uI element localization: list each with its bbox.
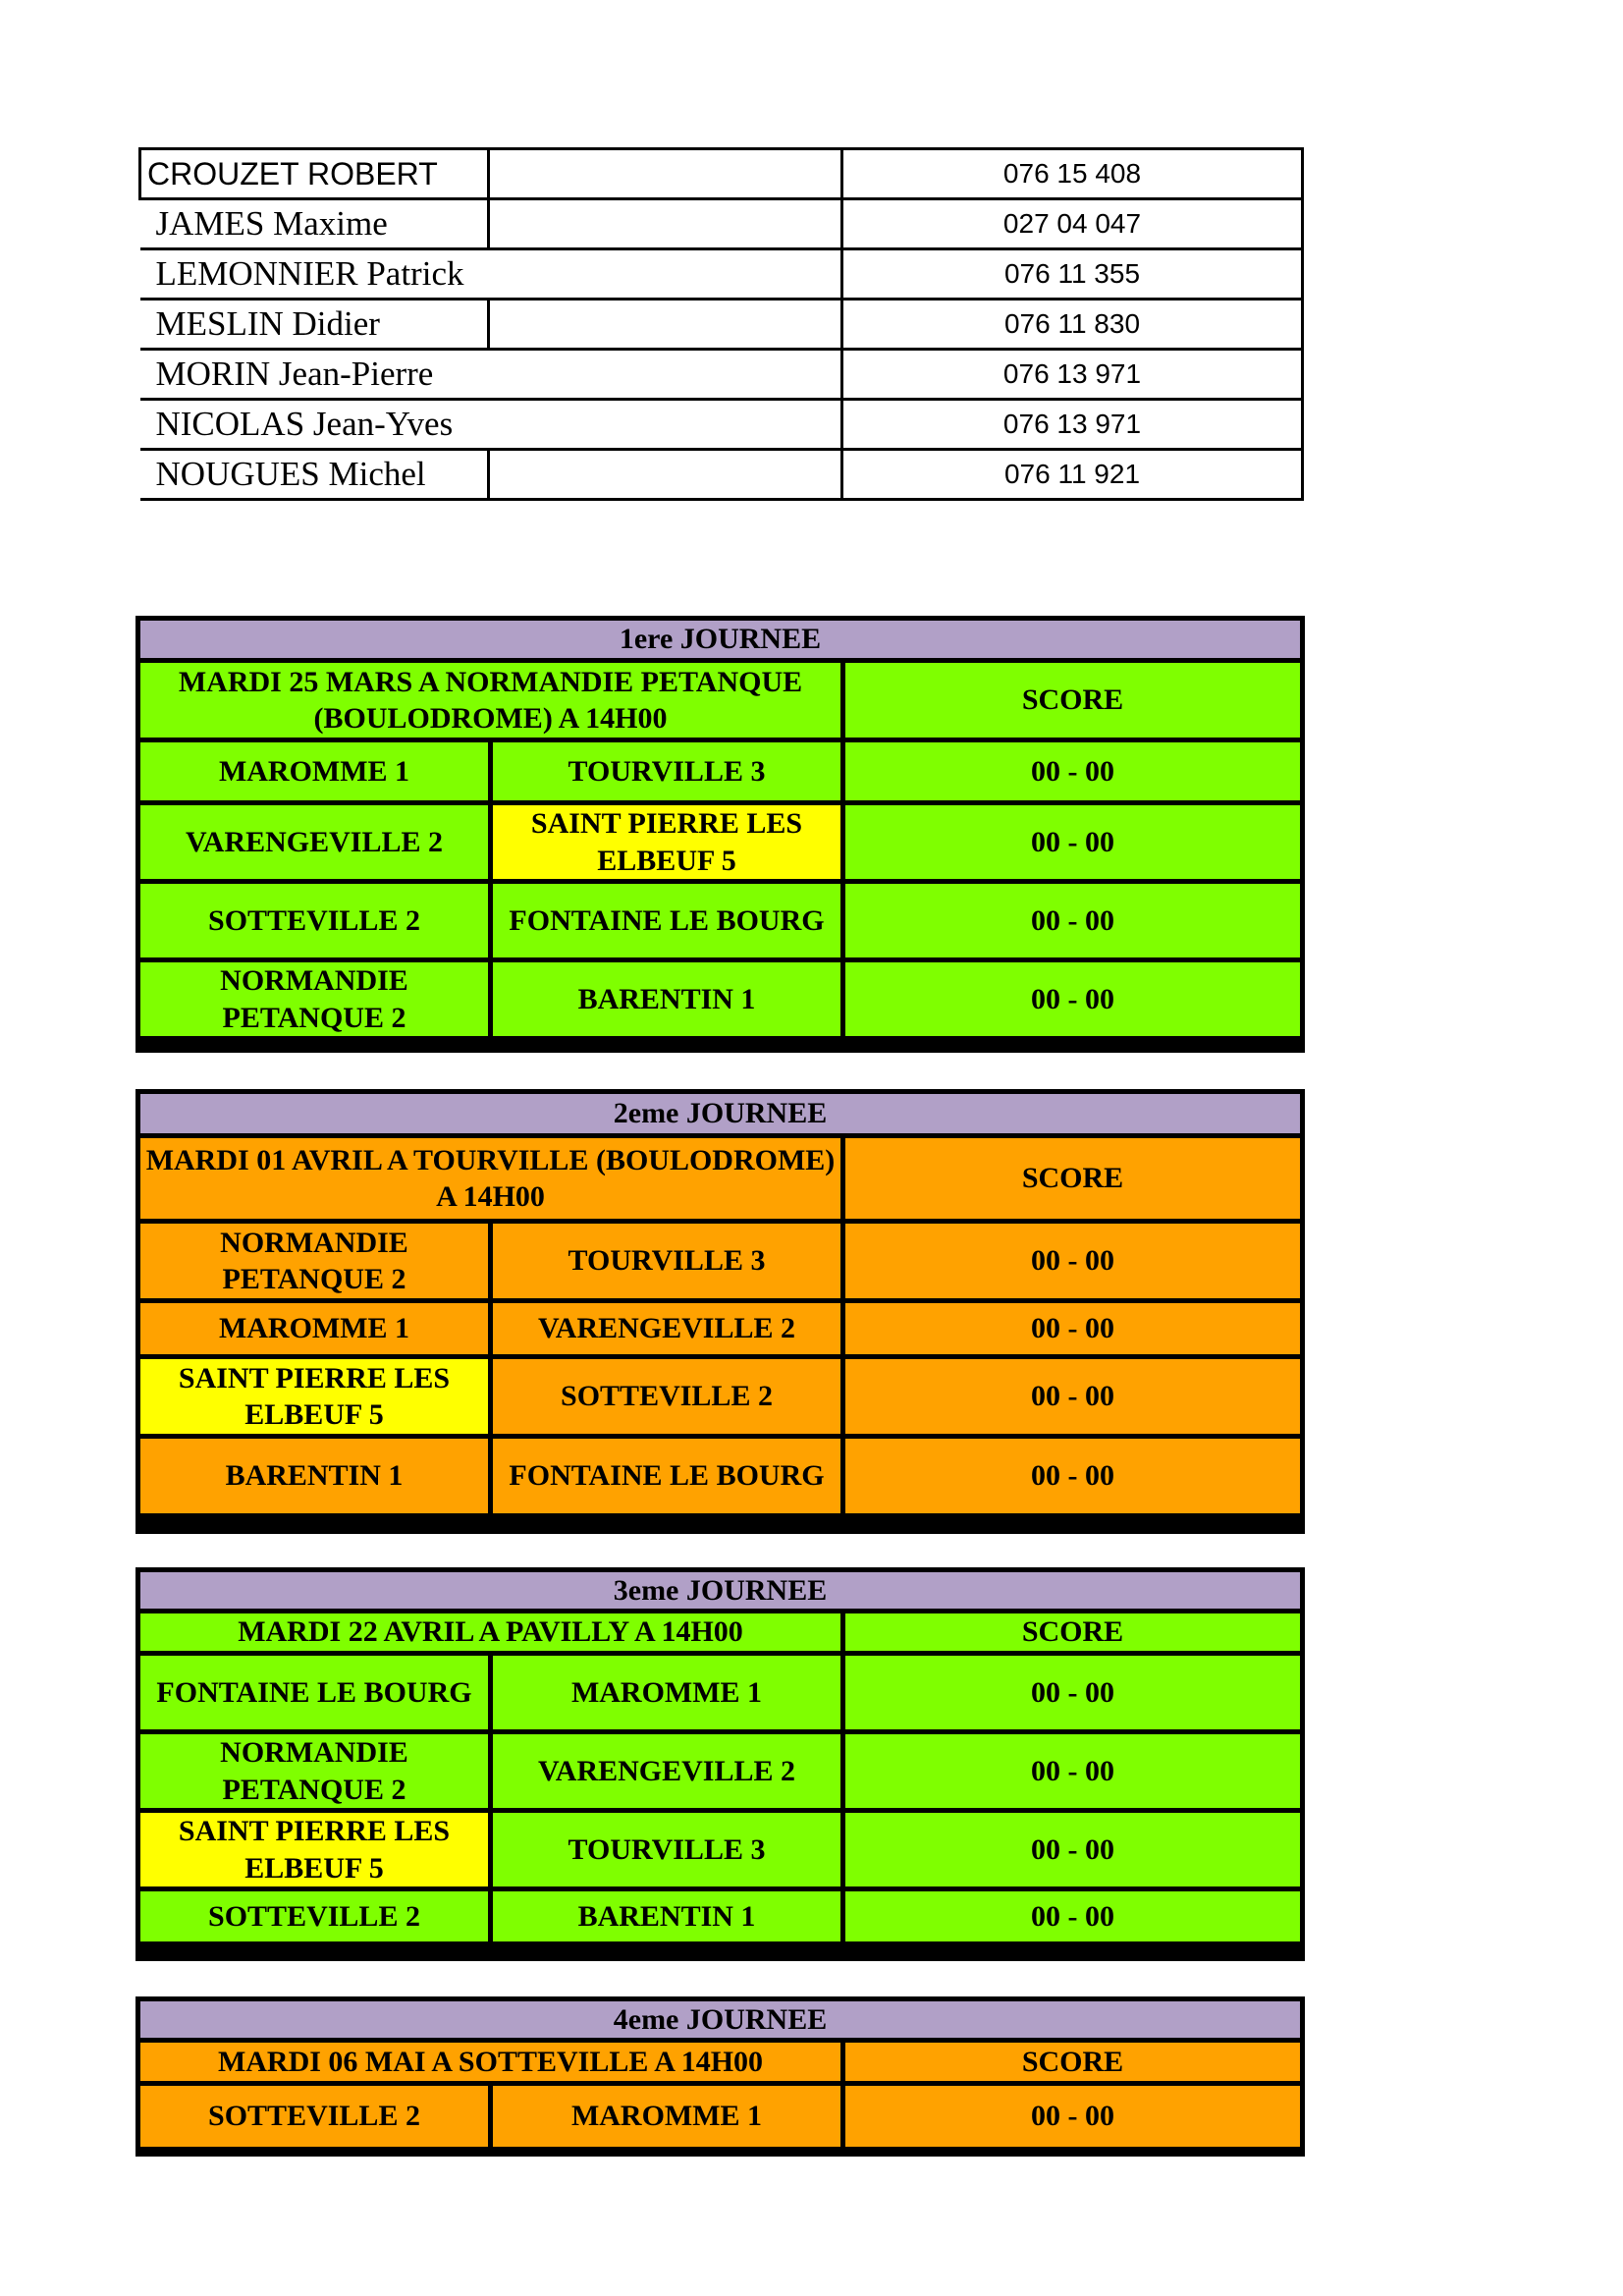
match-score: 00 - 00 xyxy=(845,1359,1300,1434)
contact-name: MORIN Jean-Pierre xyxy=(140,350,489,400)
home-team: FONTAINE LE BOURG xyxy=(140,1656,488,1729)
contact-blank-cell xyxy=(489,249,842,300)
away-team: TOURVILLE 3 xyxy=(493,1224,840,1298)
contact-phone: 076 15 408 xyxy=(842,149,1303,199)
contact-row xyxy=(140,249,1303,300)
matchday-title: 1ere JOURNEE xyxy=(140,621,1300,658)
match-score: 00 - 00 xyxy=(845,962,1300,1036)
contact-name: NICOLAS Jean-Yves xyxy=(140,400,489,450)
contact-row xyxy=(140,149,1303,199)
away-team: FONTAINE LE BOURG xyxy=(493,884,840,957)
contact-phone: 076 11 830 xyxy=(842,300,1303,350)
away-team: TOURVILLE 3 xyxy=(493,742,840,800)
contact-phone: 076 11 921 xyxy=(842,450,1303,500)
match-score: 00 - 00 xyxy=(845,884,1300,957)
contact-blank-cell xyxy=(489,300,842,350)
contact-name: LEMONNIER Patrick xyxy=(140,249,489,300)
home-team: SAINT PIERRE LES ELBEUF 5 xyxy=(140,1813,488,1886)
match-score: 00 - 00 xyxy=(845,1439,1300,1513)
match-score: 00 - 00 xyxy=(845,1813,1300,1886)
contact-row xyxy=(140,199,1303,249)
match-score: 00 - 00 xyxy=(845,1224,1300,1298)
home-team: NORMANDIE PETANQUE 2 xyxy=(140,962,488,1036)
score-header: SCORE xyxy=(845,1138,1300,1219)
match-score: 00 - 00 xyxy=(845,2086,1300,2147)
contact-phone: 076 13 971 xyxy=(842,400,1303,450)
home-team: NORMANDIE PETANQUE 2 xyxy=(140,1734,488,1808)
contact-name: CROUZET ROBERT xyxy=(140,149,489,199)
contact-phone: 076 13 971 xyxy=(842,350,1303,400)
away-team: MAROMME 1 xyxy=(493,1656,840,1729)
home-team: MAROMME 1 xyxy=(140,1303,488,1354)
matchday-1-table xyxy=(135,616,1305,1053)
match-score: 00 - 00 xyxy=(845,742,1300,800)
contact-blank-cell xyxy=(489,149,842,199)
away-team: SOTTEVILLE 2 xyxy=(493,1359,840,1434)
home-team: SOTTEVILLE 2 xyxy=(140,2086,488,2147)
home-team: SOTTEVILLE 2 xyxy=(140,884,488,957)
home-team: VARENGEVILLE 2 xyxy=(140,805,488,879)
match-score: 00 - 00 xyxy=(845,1891,1300,1941)
away-team: BARENTIN 1 xyxy=(493,962,840,1036)
away-team: SAINT PIERRE LES ELBEUF 5 xyxy=(493,805,840,879)
contact-row xyxy=(140,350,1303,400)
contact-name: NOUGUES Michel xyxy=(140,450,489,500)
away-team: FONTAINE LE BOURG xyxy=(493,1439,840,1513)
matchday-location: MARDI 25 MARS A NORMANDIE PETANQUE (BOULODROME) A 14H00 xyxy=(140,663,840,738)
away-team: VARENGEVILLE 2 xyxy=(493,1303,840,1354)
matchday-2-table xyxy=(135,1089,1305,1534)
score-header: SCORE xyxy=(845,1613,1300,1651)
matchday-title: 2eme JOURNEE xyxy=(140,1094,1300,1133)
contact-name: MESLIN Didier xyxy=(140,300,489,350)
contact-row xyxy=(140,450,1303,500)
score-header: SCORE xyxy=(845,663,1300,738)
contact-row xyxy=(140,400,1303,450)
contact-blank-cell xyxy=(489,400,842,450)
matchday-4-table xyxy=(135,1996,1305,2157)
contact-phone: 027 04 047 xyxy=(842,199,1303,249)
contact-row xyxy=(140,300,1303,350)
home-team: BARENTIN 1 xyxy=(140,1439,488,1513)
match-score: 00 - 00 xyxy=(845,1734,1300,1808)
match-score: 00 - 00 xyxy=(845,1656,1300,1729)
matchday-title: 4eme JOURNEE xyxy=(140,2001,1300,2038)
home-team: MAROMME 1 xyxy=(140,742,488,800)
home-team: SOTTEVILLE 2 xyxy=(140,1891,488,1941)
matchday-location: MARDI 22 AVRIL A PAVILLY A 14H00 xyxy=(140,1613,840,1651)
contact-blank-cell xyxy=(489,199,842,249)
away-team: MAROMME 1 xyxy=(493,2086,840,2147)
contact-blank-cell xyxy=(489,450,842,500)
contacts-table xyxy=(138,147,1304,501)
matchday-3-table xyxy=(135,1567,1305,1961)
matchday-location: MARDI 06 MAI A SOTTEVILLE A 14H00 xyxy=(140,2043,840,2081)
away-team: BARENTIN 1 xyxy=(493,1891,840,1941)
home-team: NORMANDIE PETANQUE 2 xyxy=(140,1224,488,1298)
matchday-location: MARDI 01 AVRIL A TOURVILLE (BOULODROME) A 14H00 xyxy=(140,1138,840,1219)
match-score: 00 - 00 xyxy=(845,805,1300,879)
score-header: SCORE xyxy=(845,2043,1300,2081)
contact-blank-cell xyxy=(489,350,842,400)
away-team: TOURVILLE 3 xyxy=(493,1813,840,1886)
match-score: 00 - 00 xyxy=(845,1303,1300,1354)
matchday-title: 3eme JOURNEE xyxy=(140,1572,1300,1609)
away-team: VARENGEVILLE 2 xyxy=(493,1734,840,1808)
contact-phone: 076 11 355 xyxy=(842,249,1303,300)
home-team: SAINT PIERRE LES ELBEUF 5 xyxy=(140,1359,488,1434)
contact-name: JAMES Maxime xyxy=(140,199,489,249)
